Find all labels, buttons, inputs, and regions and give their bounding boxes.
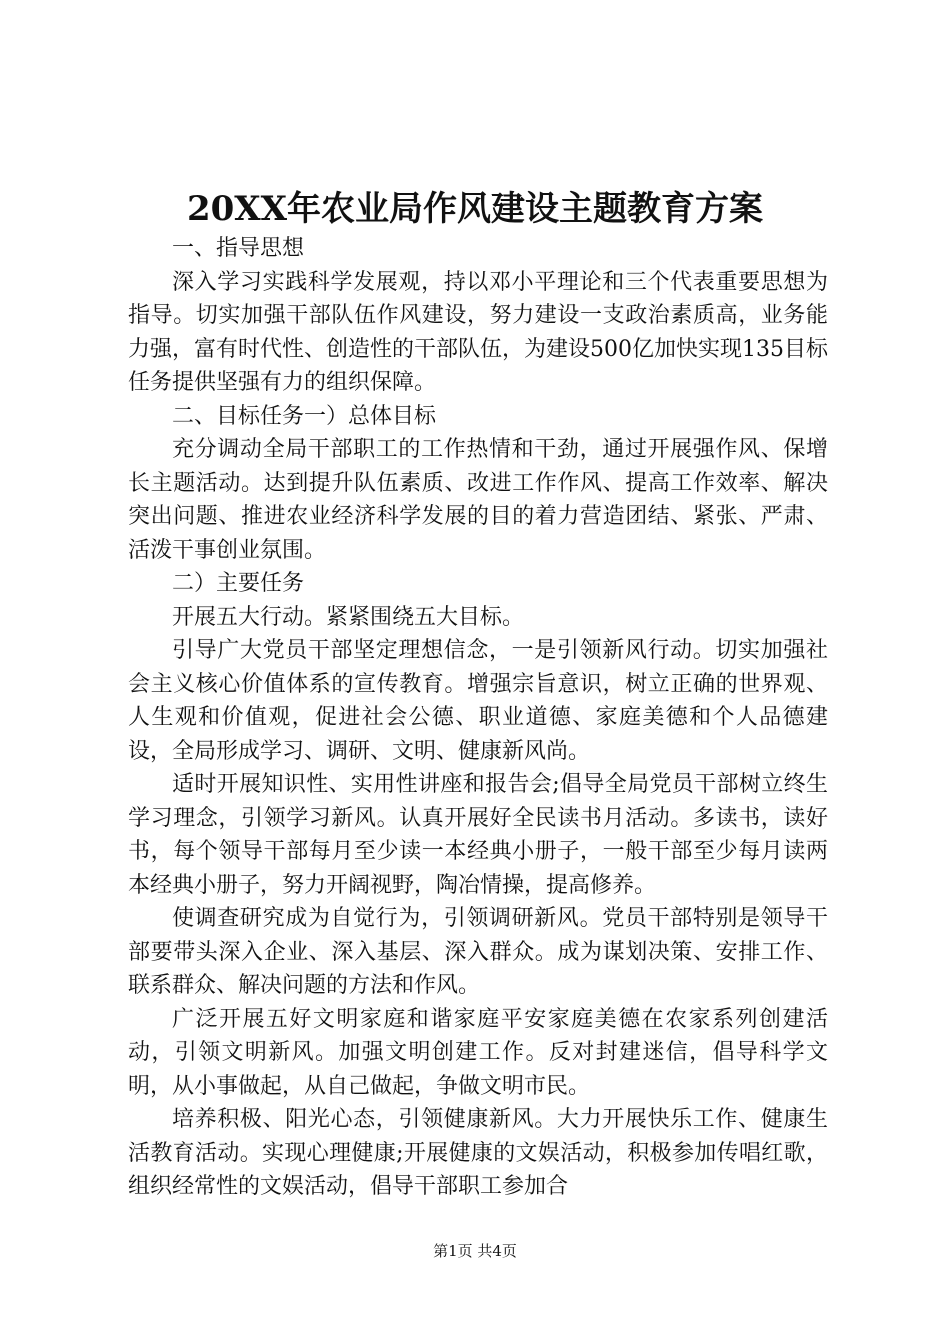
document-title: 20XX年农业局作风建设主题教育方案 [186,189,764,229]
page-footer: 第1页 共4页 [433,1242,517,1260]
paragraph: 充分调动全局干部职工的工作热情和干劲，通过开展强作风、保增长主题活动。达到提升队伍素质、改进工作作风、提高工作效率、解决突出问题、推进农业经济科学发展的目的着力营造团结、紧张、严肃、活泼干事创业氛围。 [128,437,828,563]
paragraph: 引导广大党员干部坚定理想信念，一是引领新风行动。切实加强社会主义核心价值体系的宣传教育。增强宗旨意识，树立正确的世界观、人生观和价值观，促进社会公德、职业道德、家庭美德和个人品德建设，全局形成学习、调研、文明、健康新风尚。 [128,638,828,764]
paragraph: 二）主要任务 [172,571,305,596]
paragraph: 培养积极、阳光心态，引领健康新风。大力开展快乐工作、健康生活教育活动。实现心理健康;开展健康的文娱活动，积极参加传唱红歌，组织经常性的文娱活动，倡导干部职工参加合 [128,1107,828,1199]
paragraph: 二、目标任务一）总体目标 [172,403,437,429]
paragraph: 一、指导思想 [172,236,305,261]
paragraph: 使调查研究成为自觉行为，引领调研新风。党员干部特别是领导干部要带头深入企业、深入基层、深入群众。成为谋划决策、安排工作、联系群众、解决问题的方法和作风。 [128,906,828,998]
paragraph: 广泛开展五好文明家庭和谐家庭平安家庭美德在农家系列创建活动，引领文明新风。加强文明创建工作。反对封建迷信，倡导科学文明，从小事做起，从自己做起，争做文明市民。 [128,1006,828,1099]
paragraph: 深入学习实践科学发展观，持以邓小平理论和三个代表重要思想为指导。切实加强干部队伍作风建设，努力建设一支政治素质高，业务能力强，富有时代性、创造性的干部队伍，为建设500亿加快实现135目标任务提供坚强有力的组织保障。 [128,269,828,395]
paragraph: 适时开展知识性、实用性讲座和报告会;倡导全局党员干部树立终生学习理念，引领学习新风。认真开展好全民读书月活动。多读书，读好书，每个领导干部每月至少读一本经典小册子，一般干部至少每月读两本经典小册子，努力开阔视野，陶冶情操，提高修养。 [128,772,828,898]
paragraph: 开展五大行动。紧紧围绕五大目标。 [172,604,525,630]
document-body [128,232,828,1204]
